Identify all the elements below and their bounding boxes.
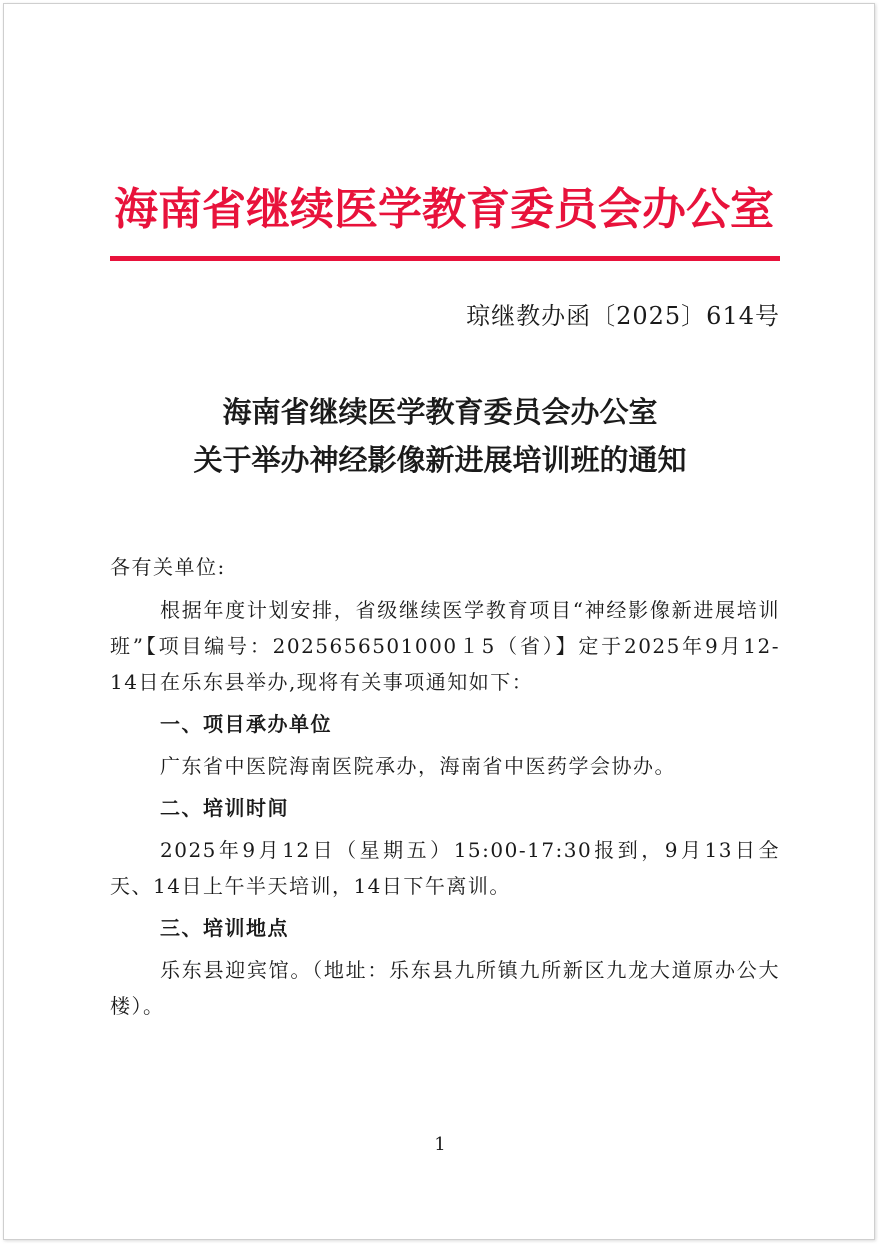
document-title bbox=[100, 388, 780, 484]
section-heading-location: 三、培训地点 bbox=[160, 916, 289, 940]
page-number: 1 bbox=[434, 1134, 446, 1155]
section-text-location: 乐东县迎宾馆。（地址：乐东县九所镇九所新区九龙大道原办公大楼）。 bbox=[110, 958, 780, 1018]
section-text-time: 2025年9月12日（星期五）15:00-17:30报到，9月13日全天、14日上午半天培训，14日下午离训。 bbox=[110, 838, 780, 898]
issuer-masthead: 海南省继续医学教育委员会办公室 bbox=[114, 184, 774, 235]
document-body bbox=[110, 549, 780, 1030]
intro-paragraph: 根据年度计划安排，省级继续医学教育项目“神经影像新进展培训班”【项目编号：2025656501000１5（省）】定于2025年9月12-14日在乐东县举办,现将有关事项通知如下： bbox=[110, 598, 780, 694]
title-line-2: 关于举办神经影像新进展培训班的通知 bbox=[193, 443, 687, 477]
section-heading-organizer: 一、项目承办单位 bbox=[160, 712, 332, 736]
section-text-organizer: 广东省中医院海南医院承办，海南省中医药学会协办。 bbox=[160, 754, 676, 778]
red-divider-rule bbox=[110, 256, 780, 261]
title-line-1: 海南省继续医学教育委员会办公室 bbox=[222, 395, 658, 429]
section-heading-time: 二、培训时间 bbox=[160, 796, 289, 820]
document-number: 琼继教办函〔2025〕614号 bbox=[466, 302, 780, 330]
salutation: 各有关单位: bbox=[110, 555, 226, 579]
